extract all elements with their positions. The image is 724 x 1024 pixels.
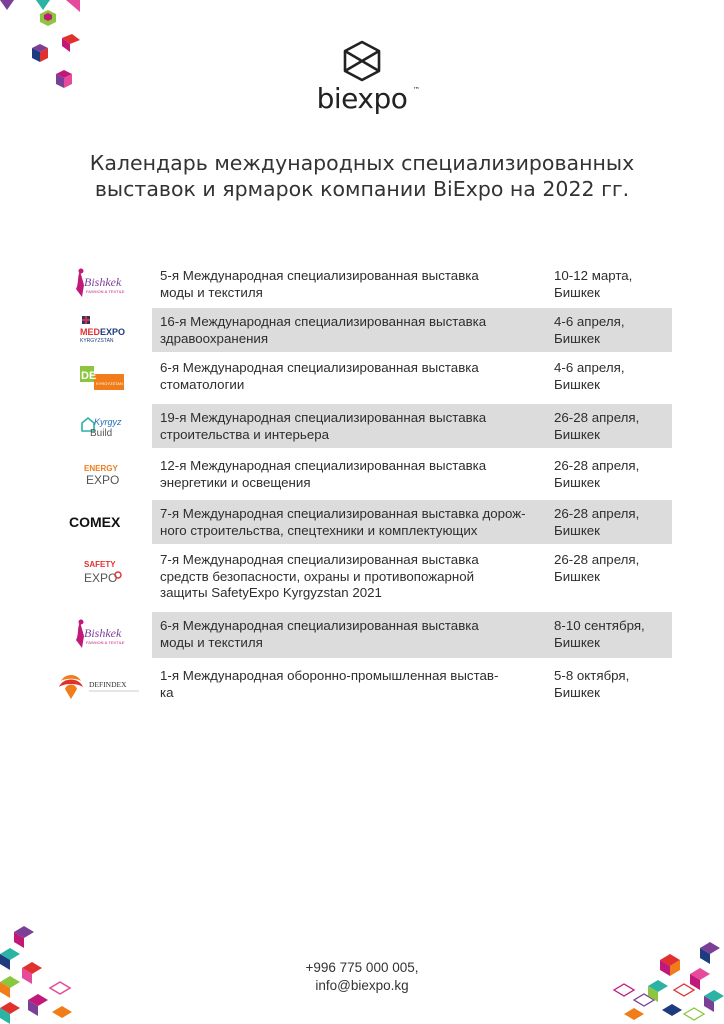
svg-text:COMEX: COMEX (69, 514, 121, 530)
event-description: 6-я Международная специализированная выставка стоматологии (160, 360, 479, 392)
event-date: 4-6 апреля, Бишкек (554, 314, 625, 346)
logo-defindex (48, 664, 152, 708)
table-row (48, 454, 672, 494)
table-row (48, 404, 672, 448)
event-date: 26-28 апреля, Бишкек (554, 458, 640, 490)
contact-footer (0, 959, 724, 995)
svg-text:FASHION & TEXTILE: FASHION & TEXTILE (86, 289, 125, 294)
svg-text:ENERGY: ENERGY (84, 464, 118, 473)
svg-text:EXPO: EXPO (100, 327, 126, 337)
logo-dental-expo (48, 356, 152, 398)
event-date: 8-10 сентября, Бишкек (554, 618, 645, 650)
events-table (48, 264, 672, 708)
svg-text:MED: MED (80, 327, 100, 337)
email-address[interactable]: info@biexpo.kg (315, 978, 409, 993)
svg-text:Bishkek: Bishkek (84, 626, 122, 640)
table-row (48, 500, 672, 544)
table-row (48, 612, 672, 658)
svg-text:Kyrgyz: Kyrgyz (94, 417, 122, 427)
event-description: 1-я Международная оборонно-промышленная выстав- ка (160, 668, 499, 700)
logo-medexpo (48, 308, 152, 352)
biexpo-mark-icon (342, 40, 382, 82)
dental-expo-logo-icon (70, 360, 130, 394)
event-description: 16-я Международная специализированная выставка здравоохранения (160, 314, 487, 346)
table-row (48, 264, 672, 304)
logo-comex (48, 500, 152, 544)
event-date: 4-6 апреля, Бишкек (554, 360, 625, 392)
defindex-logo-icon (55, 669, 145, 703)
event-description: 12-я Международная специализированная выставка энергетики и освещения (160, 458, 487, 490)
fashion-figure-icon (70, 267, 130, 301)
event-description: 7-я Международная специализированная выставка средств безопасности, охраны и противопожарной защиты SafetyExpo Kyrgyzstan 2021 (160, 552, 479, 600)
svg-text:Build: Build (90, 428, 113, 439)
fashion-figure-icon (70, 618, 130, 652)
svg-text:EXPO: EXPO (84, 571, 118, 585)
phone-number: +996 775 000 005, (305, 960, 419, 975)
svg-text:DEFINDEX: DEFINDEX (89, 680, 127, 689)
svg-text:Bishkek: Bishkek (84, 275, 122, 289)
brand-logo (0, 40, 724, 115)
brand-name: biexpo ™ (316, 82, 420, 115)
energy-expo-logo-icon (70, 457, 130, 491)
medexpo-logo-icon (70, 313, 130, 347)
event-date: 26-28 апреля, Бишкек (554, 410, 640, 442)
event-date: 5-8 октября, Бишкек (554, 668, 630, 700)
logo-safety-expo (48, 548, 152, 596)
svg-text:DE: DE (81, 370, 97, 382)
event-description: 5-я Международная специализированная выставка моды и текстиля (160, 268, 479, 300)
event-date: 26-28 апреля, Бишкек (554, 506, 640, 538)
svg-text:FASHION & TEXTILE: FASHION & TEXTILE (86, 640, 125, 645)
svg-text:KYRGYZSTAN: KYRGYZSTAN (96, 381, 123, 386)
event-description: 6-я Международная специализированная выставка моды и текстиля (160, 618, 479, 650)
logo-bishkek-fashion (48, 612, 152, 658)
svg-text:EXPO: EXPO (86, 473, 120, 487)
event-date: 26-28 апреля, Бишкек (554, 552, 640, 584)
kyrgyz-build-logo-icon (70, 409, 130, 443)
table-row (48, 548, 672, 606)
event-description: 19-я Международная специализированная выставка строительства и интерьера (160, 410, 487, 442)
svg-text:KYRGYZSTAN: KYRGYZSTAN (80, 338, 114, 344)
table-row (48, 308, 672, 352)
logo-bishkek-fashion (48, 264, 152, 304)
table-row (48, 356, 672, 398)
page-title: Календарь международных специализированных выставок и ярмарок компании BiExpo на 2022 гг. (89, 151, 635, 201)
logo-kyrgyz-build (48, 404, 152, 448)
safety-expo-logo-icon (70, 555, 130, 589)
comex-logo-icon (67, 507, 133, 537)
svg-text:SAFETY: SAFETY (84, 560, 116, 569)
table-row (48, 664, 672, 708)
event-description: 7-я Международная специализированная выставка дорож- ного строительства, спецтехники и комплектующих (160, 506, 526, 538)
logo-energy-expo (48, 454, 152, 494)
event-date: 10-12 марта, Бишкек (554, 268, 633, 300)
